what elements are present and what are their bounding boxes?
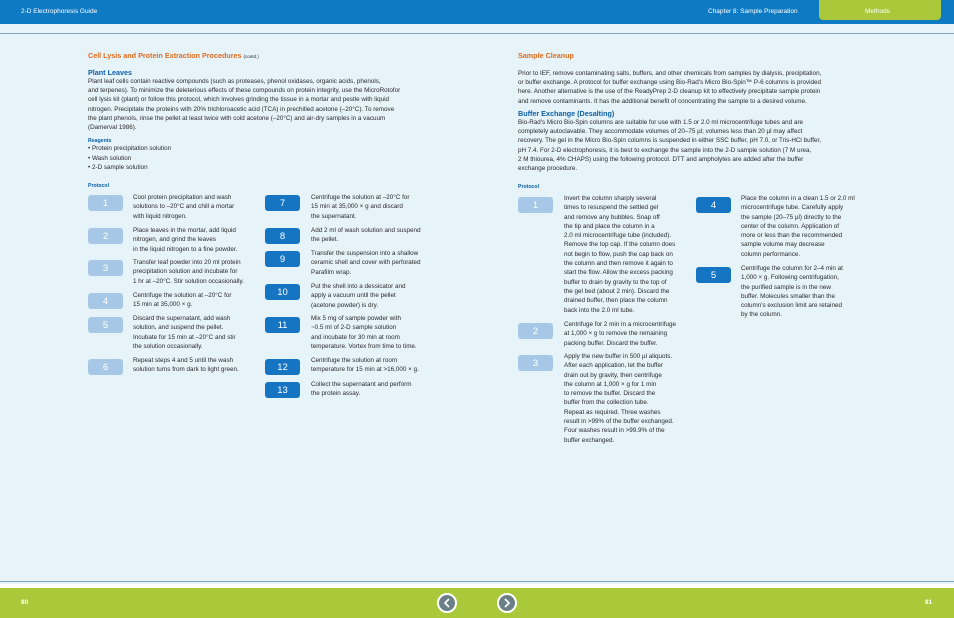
- step-line: and remove any bubbles. Snap off: [564, 213, 660, 221]
- step-line: more or less than the recommended: [741, 232, 843, 240]
- guide-title: 2-D Electrophoresis Guide: [21, 8, 98, 15]
- step-number-badge: 1: [518, 197, 553, 213]
- step-line: 1,000 × g. Following centrifugation,: [741, 274, 839, 282]
- step-line: and incubate for 30 min at room: [311, 333, 400, 341]
- step-line: Cool protein precipitation and wash: [133, 194, 232, 201]
- plant-leaves-heading: Plant Leaves: [88, 68, 132, 77]
- step-number-badge: 5: [88, 317, 123, 333]
- reagent-text: Wash solution: [91, 154, 132, 162]
- step-line: Collect the supernatant and perform: [311, 381, 412, 388]
- step-line: microcentrifuge tube. Carefully apply: [741, 204, 844, 212]
- top-divider: [0, 33, 954, 34]
- intro-line: nitrogen. Precipitate the proteins with 20% trichloroacetic acid (TCA) in prechilled acetone (–20°C). To remove: [88, 105, 395, 113]
- step-line: Centrifuge for 2 min in a microcentrifuge: [564, 321, 676, 328]
- step-line: Parafilm wrap.: [311, 268, 352, 276]
- step-line: the tip and place the column in a: [564, 222, 655, 230]
- step-line: drained buffer, then place the column: [564, 297, 668, 305]
- reagents-label: Reagents: [88, 138, 112, 144]
- step-line: Centrifuge the solution at –20°C for: [133, 292, 232, 299]
- list-item: • 2-D sample solution: [88, 164, 148, 172]
- step-line: Centrifuge the solution at –20°C for: [311, 194, 410, 201]
- step-line: solution turns from dark to light green.: [133, 366, 239, 374]
- step-line: ceramic shell and cover with perforated: [311, 259, 421, 267]
- step-number-badge: 7: [265, 195, 300, 211]
- step-line: Place leaves in the mortar, add liquid: [133, 227, 236, 234]
- step-line: Invert the column sharply several: [564, 195, 657, 202]
- step-line: solution, and suspend the pellet.: [133, 324, 224, 332]
- step-line: temperature for 15 min at >16,000 × g.: [311, 366, 419, 374]
- step-line: buffer. Molecules smaller than the: [741, 292, 836, 300]
- chevron-right-icon: [502, 598, 512, 608]
- step-line: start the flow. Allow the excess packing: [564, 269, 673, 277]
- step-line: Transfer the suspension into a shallow: [311, 250, 419, 257]
- step-line: back into the 2.0 ml tube.: [564, 306, 635, 314]
- intro-line: Plant leaf cells contain reactive compounds (such as proteases, phenol oxidases, organic acids, phenols,: [88, 78, 381, 85]
- step-line: the supernatant.: [311, 212, 357, 220]
- step-line: nitrogen, and grind the leaves: [133, 236, 216, 244]
- step-text: [311, 226, 421, 245]
- step-line: the pellet.: [311, 236, 339, 244]
- step-text: [564, 194, 675, 315]
- step-line: at 1,000 × g to remove the remaining: [564, 330, 668, 338]
- step-number-badge: 2: [88, 228, 123, 244]
- step-number-badge: 9: [265, 251, 300, 267]
- step-text: [133, 291, 231, 310]
- step-number-badge: 11: [265, 317, 300, 333]
- step-line: the purified sample is in the new: [741, 283, 831, 291]
- reagents-list: [88, 144, 171, 173]
- step-line: the sample (20–75 µl) directly to the: [741, 213, 842, 221]
- step-number-badge: 8: [265, 228, 300, 244]
- methods-tab[interactable]: [819, 0, 941, 20]
- step-number-badge: 5: [696, 267, 731, 283]
- step-line: Place the column in a clean 1.5 or 2.0 ml: [741, 195, 855, 202]
- step-text: [564, 320, 676, 348]
- step-line: drain out by gravity, then centrifuge: [564, 371, 662, 379]
- step-number-badge: 1: [88, 195, 123, 211]
- step-line: 1 hr at –20°C. Stir solution occasionally.: [133, 277, 244, 285]
- step-line: buffer exchanged.: [564, 436, 615, 444]
- step-line: buffer to drain by gravity to the top of: [564, 278, 667, 286]
- step-number-badge: 10: [265, 284, 300, 300]
- body-line: recovery. The gel in the Micro Bio-Spin columns is suspended in either SSC buffer, pH 7.0, or Tris-HCl buffer,: [518, 137, 821, 145]
- step-line: not begin to flow, push the cap back on: [564, 250, 673, 258]
- body-line: 2 M thiourea, 4% CHAPS) using the following protocol. DTT and ampholytes are added after the buffer: [518, 155, 804, 163]
- step-line: Apply the new buffer in 500 µl aliquots.: [564, 353, 673, 360]
- step-text: [311, 380, 411, 399]
- step-line: sample volume may decrease: [741, 241, 825, 249]
- step-text: [741, 264, 843, 320]
- step-line: ~0.5 ml of 2-D sample solution: [311, 324, 397, 332]
- step-text: [133, 226, 237, 254]
- page-number-left: 80: [21, 599, 29, 606]
- step-line: center of the column. Application of: [741, 222, 840, 230]
- methods-tab-label: Methods: [865, 8, 890, 15]
- step-number-badge: 3: [518, 355, 553, 371]
- step-line: After each application, let the buffer: [564, 362, 663, 370]
- step-line: buffer from the collection tube.: [564, 399, 649, 407]
- step-number-badge: 4: [88, 293, 123, 309]
- left-section-title: [88, 51, 259, 60]
- step-number-badge: 2: [518, 323, 553, 339]
- left-protocol-label: Protocol: [88, 183, 110, 189]
- step-text: [311, 249, 421, 277]
- step-line: precipitation solution and incubate for: [133, 268, 238, 276]
- step-line: apply a vacuum until the pellet: [311, 292, 396, 300]
- body-line: pH 7.4. For 2-D electrophoresis, it is best to exchange the sample into the 2-D sample solution (7 M urea,: [518, 146, 812, 154]
- buffer-exchange-heading: Buffer Exchange (Desalting): [518, 109, 615, 118]
- step-text: [311, 193, 409, 221]
- buffer-exchange-text: [518, 118, 821, 173]
- intro-line: here. Another alternative is the use of the ReadyPrep 2-D cleanup kit to effectively precipitate sample protein: [518, 88, 821, 96]
- step-line: Centrifuge the solution at room: [311, 357, 398, 364]
- step-line: Put the shell into a dessicator and: [311, 283, 406, 290]
- step-number-badge: 13: [265, 382, 300, 398]
- chapter-title: Chapter 8: Sample Preparation: [708, 8, 798, 15]
- step-line: Four washes result in >99.9% of the: [564, 427, 665, 435]
- body-line: Bio-Rad's Micro Bio-Spin columns are suitable for use with 1.5 or 2.0 ml microcentrifuge tubes and are: [518, 119, 804, 126]
- step-line: with liquid nitrogen.: [133, 212, 187, 220]
- intro-line: Prior to IEF, remove contaminating salts, buffers, and other chemicals from samples by dialysis, precipitation,: [518, 70, 822, 77]
- intro-line: (Damerval 1986).: [88, 124, 137, 132]
- step-text: [311, 356, 419, 375]
- step-line: the gel bed (about 2 min). Discard the: [564, 287, 670, 295]
- step-text: [311, 314, 417, 351]
- step-text: [133, 314, 236, 351]
- body-line: completely autoclavable. They accommodate volumes of 20–75 µl; volumes less than 20 µl may affect: [518, 128, 803, 136]
- step-line: column's exclusion limit are retained: [741, 302, 842, 310]
- intro-line: or buffer exchange. A protocol for buffer exchange using Bio-Rad's Micro Bio-Spin™ P-6 columns is provided: [518, 79, 822, 87]
- step-line: in the liquid nitrogen to a fine powder.: [133, 245, 238, 253]
- list-item: • Wash solution: [88, 154, 132, 162]
- step-line: times to resuspend the settled gel: [564, 204, 659, 212]
- intro-line: the plant phenols, rinse the pellet at least twice with cold acetone (–20°C) and air-dry samples in a vacuum: [88, 114, 386, 122]
- step-line: Incubate for 15 min at –20°C and stir: [133, 333, 236, 341]
- step-line: Transfer leaf powder into 20 ml protein: [133, 259, 241, 266]
- step-text: [564, 352, 674, 445]
- step-line: column performance.: [741, 250, 801, 258]
- step-line: Mix 5 mg of sample powder with: [311, 315, 401, 322]
- step-line: Repeat as required. Three washes: [564, 408, 661, 416]
- step-number-badge: 6: [88, 359, 123, 375]
- next-page-button[interactable]: [497, 593, 517, 613]
- step-text: [311, 282, 406, 310]
- header-bar: [0, 0, 954, 24]
- step-line: 15 min at 35,000 × g.: [133, 301, 193, 309]
- right-protocol-label: Protocol: [518, 184, 540, 190]
- bottom-divider: [0, 581, 954, 582]
- step-line: to remove the buffer. Discard the: [564, 390, 656, 398]
- step-line: result in >99% of the buffer exchanged.: [564, 418, 674, 426]
- step-line: Remove the top cap. If the column does: [564, 241, 676, 249]
- step-line: 15 min at 35,000 × g and discard: [311, 203, 403, 211]
- step-line: temperature. Vortex from time to time.: [311, 342, 417, 350]
- contd-note: (contd.): [243, 54, 259, 59]
- step-text: [741, 194, 855, 259]
- step-line: by the column.: [741, 311, 782, 319]
- step-text: [133, 356, 239, 375]
- intro-line: and terpenes). To minimize the deleterious effects of these compounds on protein integrity, use the MicroRotofor: [88, 87, 401, 95]
- step-text: [133, 193, 234, 221]
- step-line: solutions to –20°C and chill a mortar: [133, 203, 235, 211]
- step-line: 2.0 ml microcentrifuge tube (included).: [564, 232, 672, 240]
- step-line: the protein assay.: [311, 390, 361, 398]
- body-line: exchange procedure.: [518, 165, 578, 173]
- step-line: the column and then remove it again to: [564, 260, 673, 268]
- page-number-right: 81: [925, 599, 933, 606]
- reagent-text: Protein precipitation solution: [91, 145, 172, 152]
- intro-line: and remove contaminants. It has the additional benefit of concentrating the sample to a desired volume.: [518, 97, 807, 105]
- step-line: (acetone powder) is dry.: [311, 301, 379, 309]
- step-line: the column at 1,000 × g for 1 min: [564, 380, 657, 388]
- intro-line: cell lysis kit (plant) or follow this protocol, which involves grinding the tissue in a mortar and pestle with liquid: [88, 96, 389, 104]
- previous-page-button[interactable]: [437, 593, 457, 613]
- chevron-left-icon: [442, 598, 452, 608]
- step-line: Add 2 ml of wash solution and suspend: [311, 227, 421, 234]
- footer-bar: [0, 588, 954, 618]
- left-section-title-text: Cell Lysis and Protein Extraction Procedures: [88, 51, 242, 60]
- plant-leaves-intro: [88, 77, 400, 132]
- sample-cleanup-intro: [518, 69, 821, 106]
- step-line: Repeat steps 4 and 5 until the wash: [133, 357, 234, 364]
- step-number-badge: 4: [696, 197, 731, 213]
- right-section-title: Sample Cleanup: [518, 51, 574, 60]
- step-line: Centrifuge the column for 2–4 min at: [741, 265, 843, 272]
- step-number-badge: 12: [265, 359, 300, 375]
- step-line: packing buffer. Discard the buffer.: [564, 339, 658, 347]
- step-line: the solution occasionally.: [133, 342, 203, 350]
- step-number-badge: 3: [88, 260, 123, 276]
- step-text: [133, 258, 244, 286]
- reagent-text: 2-D sample solution: [91, 164, 148, 172]
- step-line: Discard the supernatant, add wash: [133, 315, 231, 322]
- list-item: • Protein precipitation solution: [88, 145, 172, 152]
